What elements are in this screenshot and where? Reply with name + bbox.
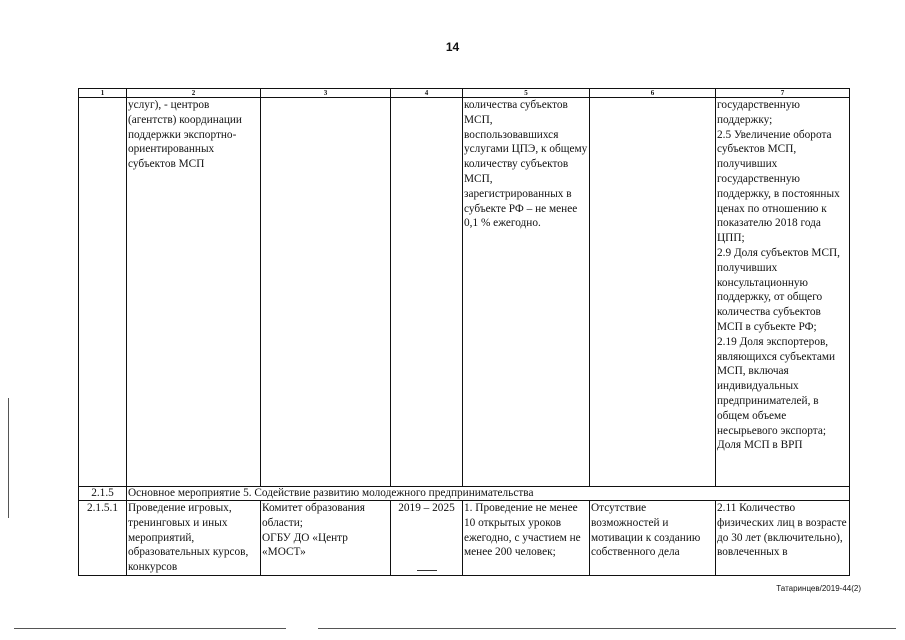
cell-measure-name: Проведение игровых, тренинговых и иных мероприятий, образовательных курсов, конкурсов	[127, 501, 261, 576]
measures-table	[78, 88, 850, 576]
bottom-scan-line-left	[14, 628, 286, 629]
table-row	[79, 501, 850, 576]
section-number: 2.1.5	[79, 487, 127, 501]
scan-margin-line	[8, 398, 9, 518]
cell-expected-result: количества субъектов МСП, воспользовавшихся услугами ЦПЭ, к общему количеству субъектов МСП, зарегистрированных в субъекте РФ – не менее 0,1 % ежегодно.	[463, 98, 590, 487]
section-row	[79, 487, 850, 501]
term-text: 2019 – 2025	[398, 502, 455, 514]
page-number: 14	[445, 40, 460, 54]
cell-term	[391, 501, 463, 576]
cell-expected-result: 1. Проведение не менее 10 открытых уроков ежегодно, с участием не менее 200 человек;	[463, 501, 590, 576]
cell-consequences	[590, 98, 716, 487]
section-title: Основное мероприятие 5. Содействие развитию молодежного предпринимательства	[127, 487, 850, 501]
indicators-text: государственную поддержку; 2.5 Увеличение оборота субъектов МСП, получивших государственную поддержку, в постоянных ценах по отношению к показателю 2018 года ЦПП; 2.9 Доля субъектов МСП, получивших консультационную поддержку, от общего количества субъектов МСП в субъекте РФ; 2.19 Доля экспортеров, являющихся субъектами МСП, включая индивидуальных предпринимателей, в общем объеме несырьевого экспорта; Доля МСП в ВРП	[717, 99, 840, 452]
header-col-1: 1	[79, 89, 127, 98]
cell-term	[391, 98, 463, 487]
header-row	[79, 89, 850, 98]
cell-indicators: 2.11 Количество физических лиц в возрасте до 30 лет (включительно), вовлеченных в	[716, 501, 850, 576]
header-col-2: 2	[127, 89, 261, 98]
header-col-3: 3	[261, 89, 391, 98]
cell-executor	[261, 98, 391, 487]
table-row-continued	[79, 98, 850, 487]
bottom-scan-line-right	[318, 628, 896, 629]
document-code: Татаринцев/2019-44(2)	[776, 584, 861, 593]
cell-number	[79, 98, 127, 487]
cell-indicators	[716, 98, 850, 487]
cell-number: 2.1.5.1	[79, 501, 127, 576]
cell-executor	[261, 501, 391, 576]
header-col-4: 4	[391, 89, 463, 98]
header-col-5: 5	[463, 89, 590, 98]
cell-measure-name: услуг), - центров (агентств) координации поддержки экспортно-ориентированных субъектов МСП	[127, 98, 261, 487]
executor-text: Комитет образования области; ОГБУ ДО «Центр «МОСТ»	[262, 502, 365, 559]
header-col-7: 7	[716, 89, 850, 98]
cell-consequences: Отсутствие возможностей и мотивации к созданию собственного дела	[590, 501, 716, 576]
dash-mark	[417, 570, 437, 571]
header-col-6: 6	[590, 89, 716, 98]
